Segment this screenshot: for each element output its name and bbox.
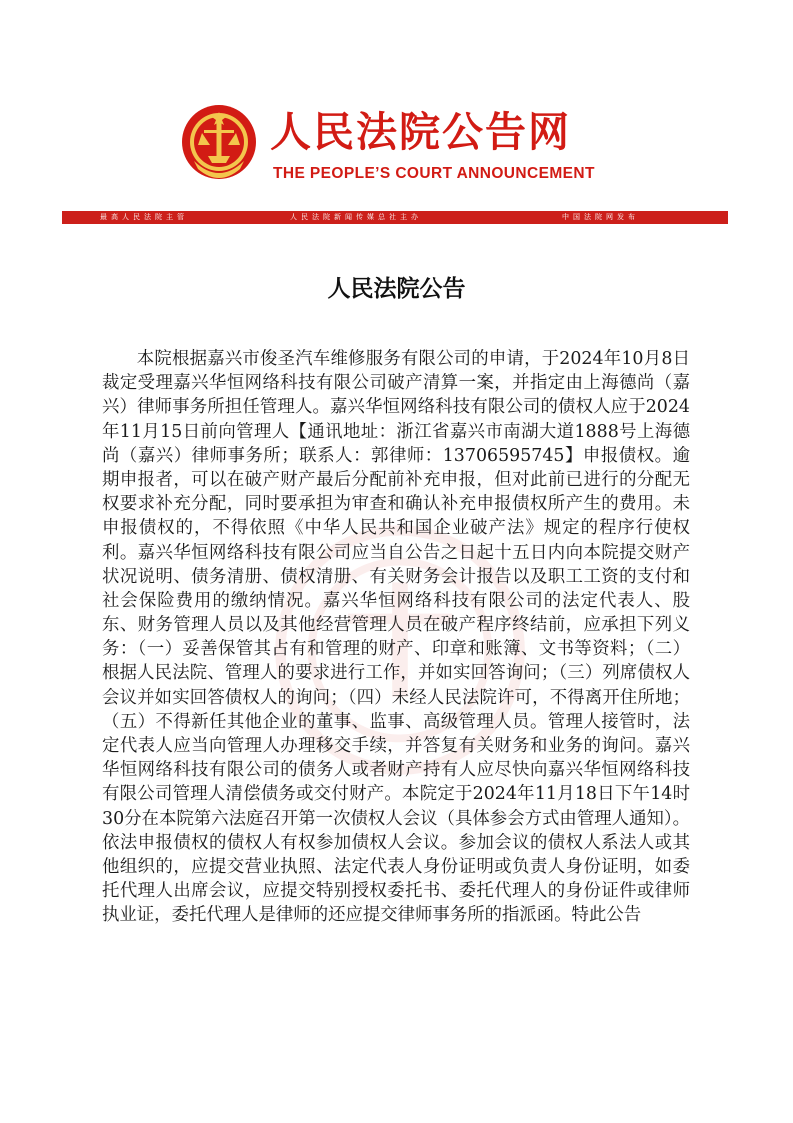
page-header: [0, 0, 793, 230]
court-emblem-icon: [180, 103, 258, 185]
band-text-organizer: 人民法院新闻传媒总社主办: [290, 213, 422, 221]
header-band: [62, 211, 728, 224]
logo-title-en: THE PEOPLE’S COURT ANNOUNCEMENT: [273, 165, 595, 182]
band-text-publisher: 中国法院网发布: [562, 213, 639, 221]
document-title: 人民法院公告: [327, 276, 466, 302]
announcement-body: 本院根据嘉兴市俊圣汽车维修服务有限公司的申请，于2024年10月8日裁定受理嘉兴华恒网络科技有限公司破产清算一案，并指定由上海德尚（嘉兴）律师事务所担任管理人。嘉兴华恒网络科技有限公司的债权人应于2024年11月15日前向管理人【通讯地址：浙江省嘉兴市南湖大道1888号上海德尚（嘉兴）律师事务所；联系人：郭律师：13706595745】申报债权。逾期申报者，可以在破产财产最后分配前补充申报，但对此前已进行的分配无权要求补充分配，同时要承担为审查和确认补充申报债权所产生的费用。未申报债权的，不得依照《中华人民共和国企业破产法》规定的程序行使权利。嘉兴华恒网络科技有限公司应当自公告之日起十五日内向本院提交财产状况说明、债务清册、债权清册、有关财务会计报告以及职工工资的支付和社会保险费用的缴纳情况。嘉兴华恒网络科技有限公司的法定代表人、股东、财务管理人员以及其他经营管理人员在破产程序终结前，应承担下列义务：（一）妥善保管其占有和管理的财产、印章和账簿、文书等资料；（二）根据人民法院、管理人的要求进行工作，并如实回答询问；（三）列席债权人会议并如实回答债权人的询问；（四）未经人民法院许可，不得离开住所地；（五）不得新任其他企业的董事、监事、高级管理人员。管理人接管时，法定代表人应当向管理人办理移交手续，并答复有关财务和业务的询问。嘉兴华恒网络科技有限公司的债务人或者财产持有人应尽快向嘉兴华恒网络科技有限公司管理人清偿债务或交付财产。本院定于2024年11月18日下午14时30分在本院第六法庭召开第一次债权人会议（具体参会方式由管理人通知）。依法申报债权的债权人有权参加债权人会议。参加会议的债权人系法人或其他组织的，应提交营业执照、法定代表人身份证明或负责人身份证明，如委托代理人出席会议，应提交特别授权委托书、委托代理人的身份证件或律师执业证，委托代理人是律师的还应提交律师事务所的指派函。特此公告: [102, 349, 690, 926]
band-text-sponsor: 最高人民法院主管: [100, 213, 188, 221]
logo-title-cn: 人民法院公告网: [270, 108, 571, 156]
